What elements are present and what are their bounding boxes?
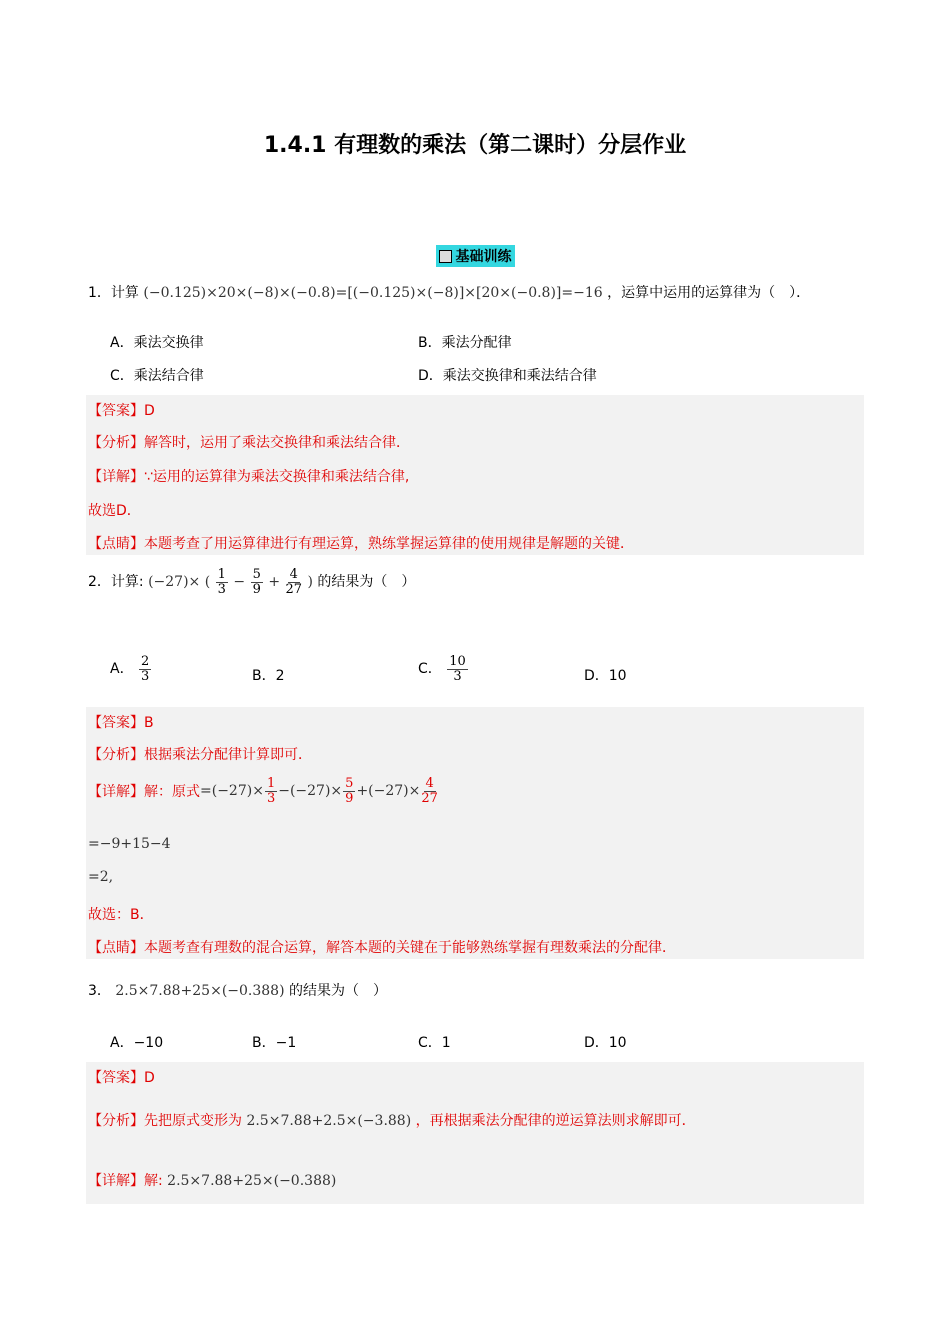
q2-detail-expr: =(−27)× bbox=[200, 783, 264, 800]
q2-choose: 故选：B． bbox=[88, 907, 154, 923]
q1-option-b: B．乘法分配律 bbox=[418, 335, 512, 351]
frac-den: 3 bbox=[141, 668, 150, 684]
q1-option-a: A．乘法交换律 bbox=[110, 335, 204, 351]
q3-option-b: B．−1 bbox=[252, 1035, 297, 1051]
minus-sign: − bbox=[233, 574, 246, 591]
q2-number: 2．计算: bbox=[88, 574, 144, 591]
section-box-icon bbox=[439, 250, 452, 263]
q2-frac-5-9 bbox=[251, 568, 263, 596]
q2-tail: 的结果为（ ） bbox=[317, 574, 416, 591]
section-label bbox=[436, 245, 515, 267]
frac-num: 1 bbox=[266, 776, 276, 791]
q2-frac-4-27 bbox=[286, 568, 303, 596]
frac-num: 1 bbox=[217, 567, 226, 582]
q2-option-d: D．10 bbox=[584, 668, 627, 684]
q3-answer-block bbox=[86, 1062, 864, 1204]
question-1 bbox=[88, 282, 810, 302]
q2-detail bbox=[88, 777, 439, 805]
q2-detail-frac-4-27 bbox=[421, 777, 438, 805]
q2-detail-prefix: 【详解】解：原式 bbox=[88, 784, 200, 801]
document-title: 1.4.1 有理数的乘法（第二课时）分层作业 bbox=[263, 133, 687, 158]
q2-step-2: =2, bbox=[88, 869, 114, 885]
frac-num: 10 bbox=[449, 654, 466, 669]
q2-detail-mid1: −(−27)× bbox=[278, 783, 343, 800]
q2-option-a-label: A． bbox=[110, 661, 134, 678]
frac-num: 4 bbox=[425, 776, 434, 791]
frac-num: 5 bbox=[252, 567, 261, 582]
q1-answer: 【答案】D bbox=[88, 403, 155, 419]
q2-option-a-frac bbox=[139, 655, 151, 683]
q2-analysis: 【分析】根据乘法分配律计算即可． bbox=[88, 747, 312, 763]
q1-number: 1．计算 bbox=[88, 285, 139, 301]
frac-den: 9 bbox=[345, 790, 354, 806]
q1-analysis: 【分析】解答时，运用了乘法交换律和乘法结合律． bbox=[88, 435, 410, 451]
q2-detail-frac-5-9 bbox=[343, 777, 355, 805]
question-3 bbox=[88, 980, 387, 1000]
q2-frac-1-3 bbox=[216, 568, 228, 596]
frac-den: 9 bbox=[252, 581, 261, 597]
q2-option-b: B．2 bbox=[252, 668, 285, 684]
frac-den: 3 bbox=[453, 668, 462, 684]
q3-tail: 的结果为（ ） bbox=[289, 983, 388, 999]
q1-expression: (−0.125)×20×(−8)×(−0.8)=[(−0.125)×(−8)]×[20×(−0.8)]=−16 bbox=[143, 285, 603, 301]
q3-analysis-expr: 2.5×7.88+2.5×(−3.88) bbox=[246, 1113, 412, 1129]
q2-open-paren: ( bbox=[204, 574, 211, 591]
frac-den: 3 bbox=[217, 581, 226, 597]
q2-comment: 【点睛】本题考查有理数的混合运算，解答本题的关键在于能够熟练掌握有理数乘法的分配律． bbox=[88, 940, 676, 956]
q3-analysis bbox=[88, 1110, 696, 1130]
q2-expr-pre: (−27)× bbox=[148, 574, 201, 591]
frac-den: 27 bbox=[285, 581, 303, 597]
frac-den: 3 bbox=[266, 790, 276, 806]
frac-num: 2 bbox=[141, 654, 150, 669]
q2-option-c-label: C． bbox=[418, 661, 442, 678]
q3-answer: 【答案】D bbox=[88, 1070, 155, 1086]
q1-detail: 【详解】∵运用的运算律为乘法交换律和乘法结合律, bbox=[88, 469, 410, 485]
section-header bbox=[0, 245, 950, 267]
q2-answer-block bbox=[86, 707, 864, 959]
q1-answer-block bbox=[86, 395, 864, 555]
q1-choose: 故选D． bbox=[88, 503, 141, 519]
q2-detail-frac-1-3 bbox=[265, 777, 277, 805]
frac-num: 5 bbox=[345, 776, 354, 791]
q3-analysis-post: ，再根据乘法分配律的逆运算法则求解即可． bbox=[415, 1113, 696, 1129]
q2-answer: 【答案】B bbox=[88, 715, 154, 731]
q3-number: 3． bbox=[88, 983, 111, 999]
q2-option-a bbox=[110, 655, 152, 683]
q2-option-c bbox=[418, 655, 469, 683]
q2-step-1: =−9+15−4 bbox=[88, 836, 171, 852]
question-2 bbox=[88, 568, 415, 596]
q1-comment: 【点睛】本题考查了用运算律进行有理运算，熟练掌握运算律的使用规律是解题的关键． bbox=[88, 536, 634, 552]
q2-close-paren: ) bbox=[307, 574, 313, 591]
q3-option-d: D．10 bbox=[584, 1035, 627, 1051]
q1-tail: ，运算中运用的运算律为（ ）． bbox=[607, 285, 811, 301]
q3-detail-prefix: 【详解】解: bbox=[88, 1173, 163, 1189]
frac-den: 27 bbox=[421, 790, 438, 806]
q3-expression: 2.5×7.88+25×(−0.388) bbox=[115, 983, 285, 999]
q1-option-c: C．乘法结合律 bbox=[110, 368, 204, 384]
q3-option-a: A．−10 bbox=[110, 1035, 164, 1051]
section-text: 基础训练 bbox=[455, 249, 512, 265]
q3-option-c: C．1 bbox=[418, 1035, 451, 1051]
q3-analysis-pre: 【分析】先把原式变形为 bbox=[88, 1113, 242, 1129]
plus-sign: + bbox=[268, 574, 281, 591]
q3-detail bbox=[88, 1170, 336, 1190]
q1-option-d: D．乘法交换律和乘法结合律 bbox=[418, 368, 597, 384]
q2-detail-mid2: +(−27)× bbox=[356, 783, 421, 800]
q2-option-c-frac bbox=[447, 655, 468, 683]
q3-detail-expr: 2.5×7.88+25×(−0.388) bbox=[167, 1173, 337, 1189]
frac-num: 4 bbox=[289, 567, 298, 582]
